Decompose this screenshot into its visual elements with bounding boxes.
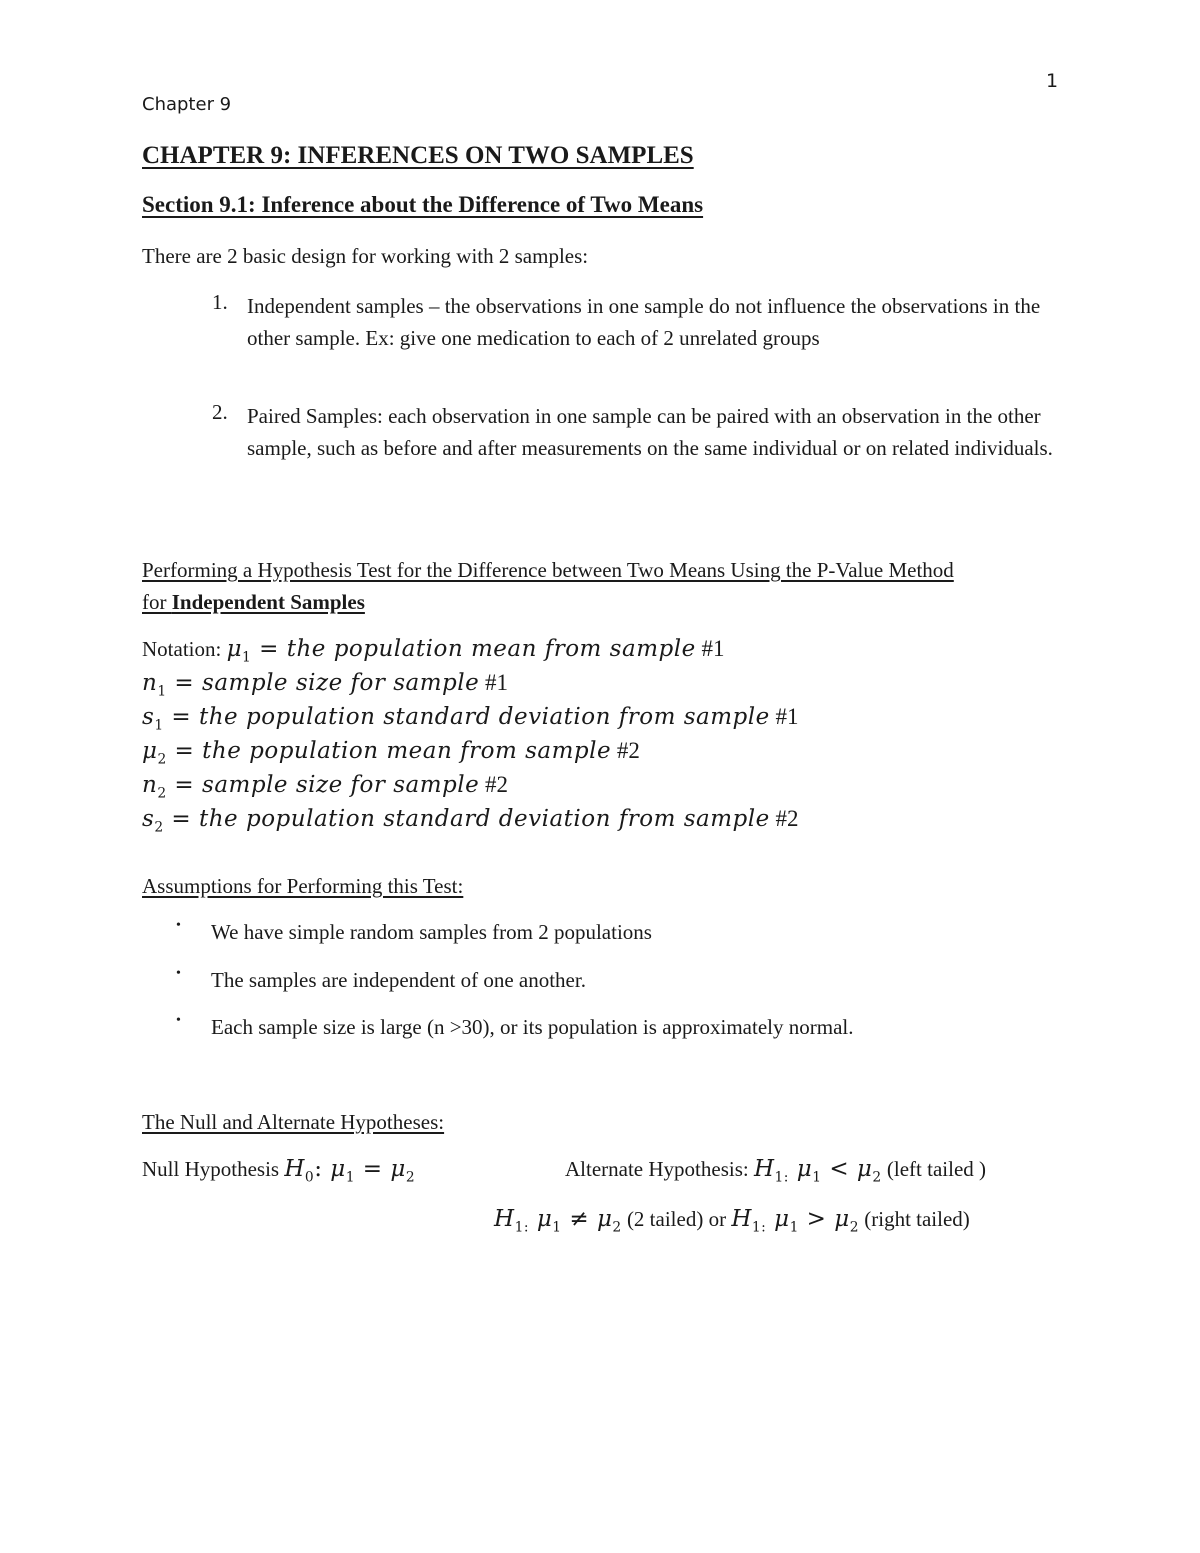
alternate-hypothesis-left: Alternate Hypothesis: $H_{1:}$ $\mu_1 < \mu_2$ (left tailed ): [565, 1156, 987, 1186]
notation-row: Notation: $\mu_1$ = the population mean from sample #1: [142, 636, 725, 666]
notation-row: $s_2$ = the population standard deviation from sample #2: [142, 806, 799, 836]
bullet-icon: •: [176, 966, 181, 981]
bullet-icon: •: [176, 918, 181, 933]
section-title: Section 9.1: Inference about the Difference of Two Means: [142, 192, 704, 217]
alternate-label: Alternate Hypothesis:: [565, 1157, 754, 1181]
notation-row: $n_1$ = sample size for sample #1: [142, 670, 508, 700]
list-number: 2.: [212, 400, 228, 424]
math-symbol: $n_2$ = sample size for sample: [142, 772, 480, 802]
list-text: Independent samples – the observations in one sample do not influence the observations in the other sample. Ex: give one medication to each of 2 unrelated groups: [247, 294, 1041, 350]
notation-label: Notation:: [142, 637, 227, 661]
notation-row: $\mu_2$ = the population mean from sample #2: [142, 738, 640, 768]
list-text: Paired Samples: each observation in one sample can be paired with an observation in the other sample, such as before and after measurements on the same individual or on related individuals.: [247, 404, 1053, 460]
alternate-formula-two-tailed: $H_{1:}$ $\mu_1 \ne \mu_2$: [494, 1206, 622, 1236]
intro-paragraph: There are 2 basic design for working with 2 samples:: [142, 244, 589, 268]
page-number: 1: [1046, 70, 1059, 92]
alternate-formula-right: $H_{1:}$ $\mu_1 > \mu_2$: [731, 1206, 859, 1236]
null-hypothesis: [142, 1156, 415, 1186]
procedure-heading-continued: for Independent Samples: [142, 590, 365, 614]
hypotheses-heading: The Null and Alternate Hypotheses:: [142, 1110, 445, 1134]
list-number: 1.: [212, 290, 228, 314]
running-head: Chapter 9: [142, 94, 232, 115]
bullet-text: We have simple random samples from 2 populations: [211, 920, 652, 944]
procedure-heading: Performing a Hypothesis Test for the Difference between Two Means Using the P-Value Method: [142, 558, 954, 582]
bullet-text: The samples are independent of one another.: [211, 968, 586, 992]
bullet-text: Each sample size is large (n >30), or its population is approximately normal.: [211, 1015, 854, 1039]
notation-row: $s_1$ = the population standard deviation from sample #1: [142, 704, 799, 734]
math-symbol: $\mu_2$ = the population mean from sample: [142, 738, 612, 768]
bullet-icon: •: [176, 1013, 181, 1028]
math-symbol: $s_1$ = the population standard deviation from sample: [142, 704, 770, 734]
assumptions-heading: Assumptions for Performing this Test:: [142, 874, 464, 898]
independent-samples-label: Independent Samples: [171, 590, 365, 614]
math-symbol: $n_1$ = sample size for sample: [142, 670, 480, 700]
math-symbol: $\mu_1$ = the population mean from sample: [226, 636, 696, 666]
math-symbol: $s_2$ = the population standard deviation from sample: [142, 806, 770, 836]
null-formula: $H_0$: $\mu_1 = \mu_2$: [284, 1156, 416, 1186]
notation-row: $n_2$ = sample size for sample #2: [142, 772, 508, 802]
chapter-title: CHAPTER 9: INFERENCES ON TWO SAMPLES: [142, 142, 694, 169]
alternate-hypothesis-other: $H_{1:}$ $\mu_1 \ne \mu_2$ (2 tailed) or $H_{1:}$ $\mu_1 > \mu_2$ (right tailed): [494, 1206, 970, 1236]
null-label: Null Hypothesis: [142, 1157, 285, 1181]
alternate-formula-left: $H_{1:}$ $\mu_1 < \mu_2$: [753, 1156, 882, 1186]
